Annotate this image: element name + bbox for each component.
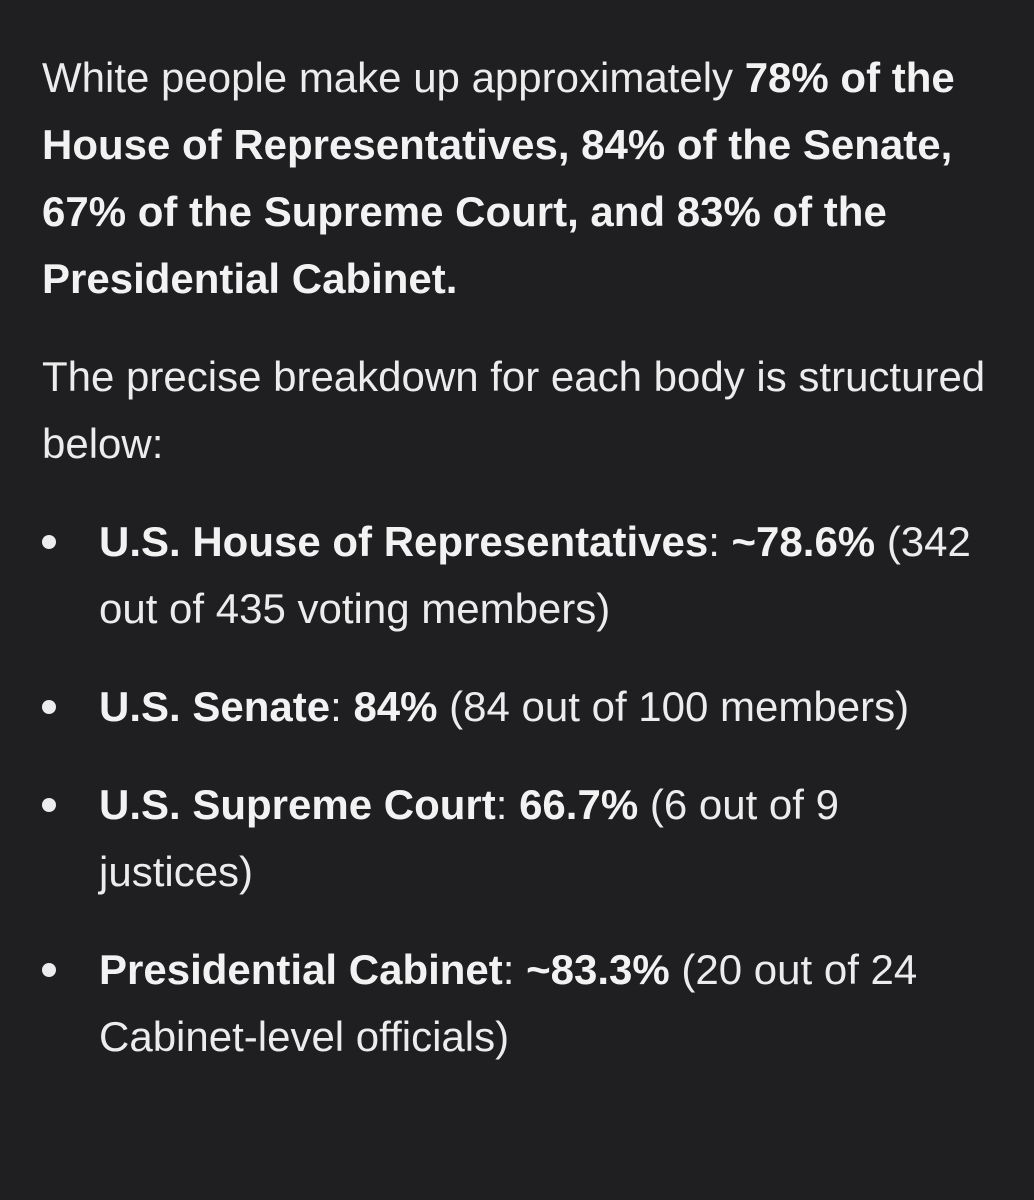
breakdown-list	[42, 508, 992, 1070]
list-item-house	[42, 508, 992, 642]
list-item-senate	[42, 673, 992, 740]
item-separator: :	[502, 946, 527, 993]
item-value: ~78.6%	[731, 518, 876, 565]
bullet-icon	[42, 963, 56, 977]
item-value: 66.7%	[519, 781, 639, 828]
item-detail: (84 out of 100 members)	[437, 683, 910, 730]
summary-lead: White people make up approximately	[42, 54, 745, 101]
intro-paragraph: The precise breakdown for each body is structured below:	[42, 353, 986, 467]
list-item-supreme-court	[42, 771, 992, 905]
item-label: U.S. Senate	[99, 683, 331, 730]
item-detail: (20 out of 24 Cabinet-level officials)	[99, 946, 918, 1060]
list-item-cabinet	[42, 936, 992, 1070]
item-label: Presidential Cabinet	[99, 946, 503, 993]
bullet-icon	[42, 700, 56, 714]
bullet-icon	[42, 535, 56, 549]
summary-paragraph	[42, 44, 992, 312]
item-detail: (342 out of 435 voting members)	[99, 518, 971, 632]
item-label: U.S. Supreme Court	[99, 781, 496, 828]
item-separator: :	[495, 781, 520, 828]
item-value: ~83.3%	[526, 946, 670, 993]
item-value: 84%	[353, 683, 438, 730]
summary-bold: 78% of the House of Representatives, 84% of the Senate, 67% of the Supreme Court, and 83% of the Presidential Cabinet.	[42, 54, 955, 302]
item-label: U.S. House of Representatives	[99, 518, 709, 565]
response-body	[42, 44, 992, 1101]
item-detail: (6 out of 9 justices)	[99, 781, 839, 895]
item-separator: :	[330, 683, 354, 730]
bullet-icon	[42, 798, 56, 812]
item-separator: :	[708, 518, 732, 565]
